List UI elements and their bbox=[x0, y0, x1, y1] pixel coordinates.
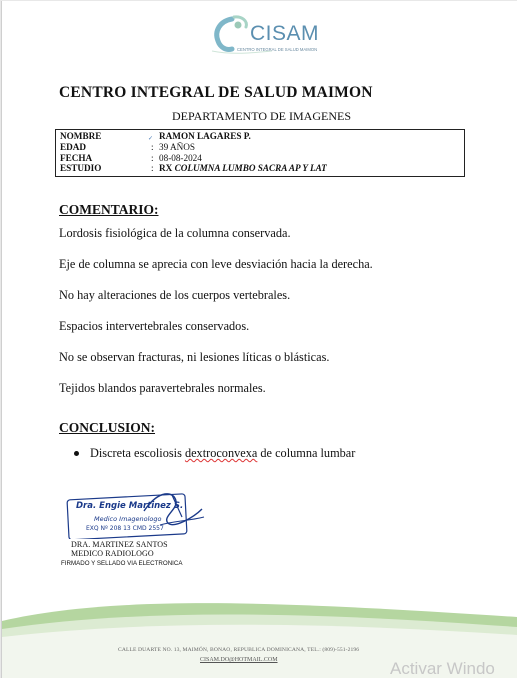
document-title: CENTRO INTEGRAL DE SALUD MAIMON bbox=[59, 84, 373, 101]
document-page bbox=[1, 1, 517, 678]
logo-name: CISAM bbox=[250, 22, 320, 45]
patient-age: 39 AÑOS bbox=[159, 141, 195, 152]
conclusion-text-end: de columna lumbar bbox=[257, 446, 356, 460]
department-name: DEPARTAMENTO DE IMAGENES bbox=[172, 109, 351, 123]
doctor-stamp bbox=[64, 487, 214, 539]
patient-info-box bbox=[55, 129, 465, 177]
study-prefix: RX bbox=[159, 163, 173, 174]
info-label: EDAD bbox=[60, 141, 87, 152]
comentario-line: No hay alteraciones de los cuerpos vertebrales. bbox=[59, 288, 291, 302]
doctor-title: MEDICO RADIOLOGO bbox=[71, 549, 154, 558]
stamp-specialty: Medico Imagenologo bbox=[94, 515, 162, 523]
footer-address: CALLE DUARTE NO. 13, MAIMÓN, BONAO, REPUBLICA DOMINICANA, TEL.: (809)-551-2196 bbox=[118, 647, 360, 653]
logo-subtitle: CENTRO INTEGRAL DE SALUD MAIMON bbox=[237, 47, 318, 52]
info-separator: : bbox=[151, 163, 154, 174]
bullet-dot-icon bbox=[74, 451, 79, 456]
comentario-heading: COMENTARIO: bbox=[59, 202, 159, 217]
cisam-logo bbox=[202, 11, 332, 61]
study-type bbox=[159, 163, 327, 174]
field-marker-icon: ✓ bbox=[148, 136, 154, 142]
doctor-name: DRA. MARTINEZ SANTOS bbox=[71, 540, 168, 549]
patient-name: RAMON LAGARES P. bbox=[159, 131, 251, 141]
info-label: FECHA bbox=[60, 152, 93, 163]
comentario-line: Lordosis fisiológica de la columna conservada. bbox=[59, 226, 291, 240]
conclusion-bullet bbox=[74, 446, 355, 461]
conclusion-heading: CONCLUSION: bbox=[59, 420, 156, 435]
study-name: COLUMNA LUMBO SACRA AP Y LAT bbox=[174, 163, 327, 174]
comentario-line: Eje de columna se aprecia con leve desviación hacia la derecha. bbox=[59, 257, 373, 271]
study-date: 08-08-2024 bbox=[159, 152, 202, 163]
info-row-fecha bbox=[60, 153, 464, 164]
spellcheck-flagged-word: dextroconvexa bbox=[184, 446, 258, 460]
conclusion-text-start: Discreta escoliosis bbox=[90, 446, 185, 460]
windows-activation-watermark: Activar Windo bbox=[390, 659, 495, 678]
stamp-doctor-name: Dra. Engie Martinez S. bbox=[76, 501, 184, 511]
comentario-line: Espacios intervertebrales conservados. bbox=[59, 319, 250, 333]
info-row-nombre bbox=[60, 131, 464, 142]
info-label: NOMBRE bbox=[60, 131, 102, 141]
stamp-registration: EXQ Nº 208 13 CMD 2557 bbox=[86, 525, 164, 532]
info-separator: : bbox=[151, 141, 154, 152]
comentario-line: No se observan fracturas, ni lesiones líticas o blásticas. bbox=[59, 350, 330, 364]
info-label: ESTUDIO bbox=[60, 163, 102, 174]
info-separator: : bbox=[151, 152, 154, 163]
info-row-edad bbox=[60, 142, 464, 153]
comentario-line: Tejidos blandos paravertebrales normales. bbox=[59, 381, 266, 395]
electronic-signature-note: FIRMADO Y SELLADO VIA ELECTRONICA bbox=[61, 560, 183, 567]
info-row-estudio bbox=[60, 163, 464, 174]
footer-email[interactable]: CISAM.DO@HOTMAIL.COM bbox=[200, 657, 278, 663]
